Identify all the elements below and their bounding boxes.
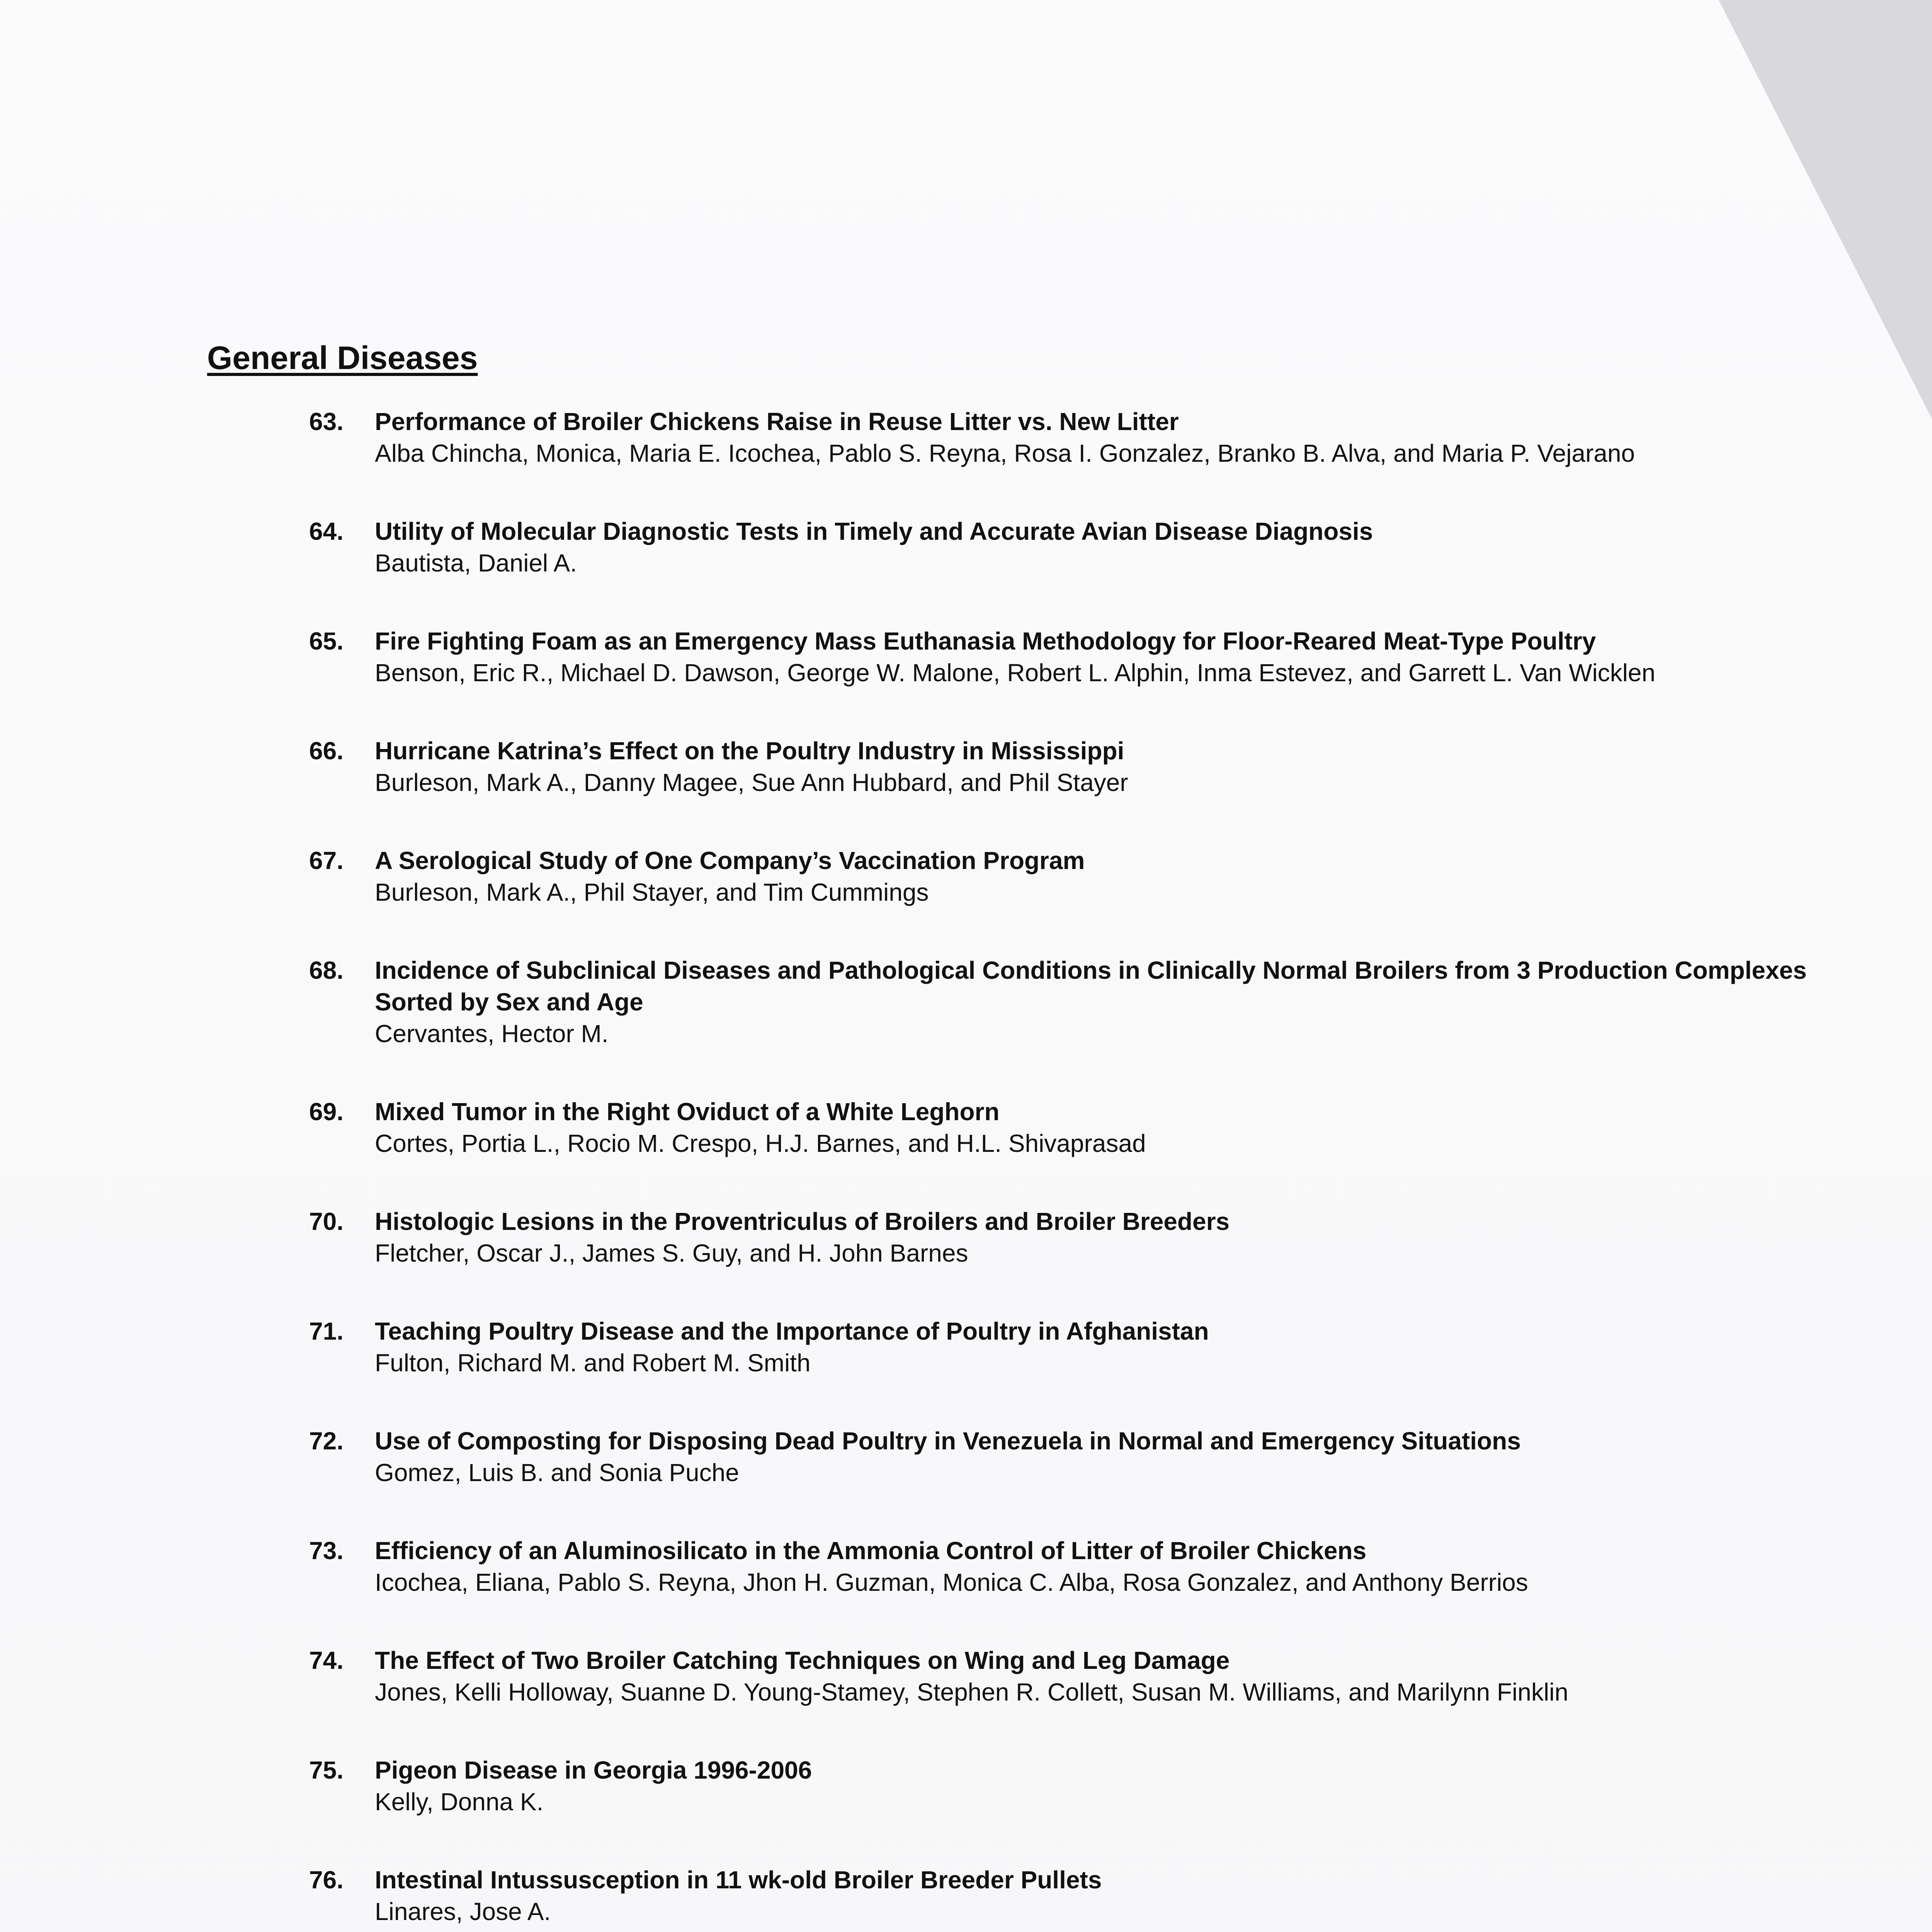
list-item <box>309 406 1816 469</box>
list-item <box>309 845 1816 908</box>
entry-authors: Jones, Kelli Holloway, Suanne D. Young-Stamey, Stephen R. Collett, Susan M. Williams, and Marilynn Finklin <box>375 1678 1568 1706</box>
list-item <box>309 515 1816 579</box>
entry-authors: Cortes, Portia L., Rocio M. Crespo, H.J. Barnes, and H.L. Shivaprasad <box>375 1129 1146 1157</box>
abstract-list <box>309 406 1816 1932</box>
entry-title: Use of Composting for Disposing Dead Poultry in Venezuela in Normal and Emergency Situations <box>375 1427 1521 1455</box>
list-item <box>309 1535 1816 1598</box>
entry-number: 73. <box>309 1537 344 1565</box>
entry-title: Performance of Broiler Chickens Raise in Reuse Litter vs. New Litter <box>375 408 1179 435</box>
list-item <box>309 1645 1816 1708</box>
entry-authors: Gomez, Luis B. and Sonia Puche <box>375 1459 739 1486</box>
entry-title: Hurricane Katrina’s Effect on the Poultry Industry in Mississippi <box>375 737 1124 765</box>
list-item <box>309 1425 1816 1488</box>
entry-authors: Linares, Jose A. <box>375 1898 551 1925</box>
entry-title: Mixed Tumor in the Right Oviduct of a White Leghorn <box>375 1098 1000 1126</box>
entry-title: Intestinal Intussusception in 11 wk-old Broiler Breeder Pullets <box>375 1866 1102 1894</box>
list-item <box>309 625 1816 689</box>
list-item <box>309 1315 1816 1379</box>
entry-authors: Cervantes, Hector M. <box>375 1020 609 1048</box>
entry-authors: Burleson, Mark A., Danny Magee, Sue Ann Hubbard, and Phil Stayer <box>375 769 1128 796</box>
entry-number: 75. <box>309 1756 344 1784</box>
entry-authors: Kelly, Donna K. <box>375 1788 544 1816</box>
entry-authors: Fletcher, Oscar J., James S. Guy, and H. John Barnes <box>375 1239 968 1267</box>
entry-title: Teaching Poultry Disease and the Importance of Poultry in Afghanistan <box>375 1317 1209 1345</box>
entry-number: 63. <box>309 408 344 435</box>
list-item <box>309 1096 1816 1159</box>
entry-number: 71. <box>309 1317 344 1345</box>
entry-number: 72. <box>309 1427 344 1455</box>
entry-title: Incidence of Subclinical Diseases and Pathological Conditions in Clinically Normal Broilers from 3 Production Complexes Sorted by Sex and Age <box>375 956 1807 1016</box>
entry-authors: Alba Chincha, Monica, Maria E. Icochea, Pablo S. Reyna, Rosa I. Gonzalez, Branko B. Alva, and Maria P. Vejarano <box>375 439 1635 467</box>
section-title: General Diseases <box>207 340 478 376</box>
entry-title: The Effect of Two Broiler Catching Techniques on Wing and Leg Damage <box>375 1646 1230 1674</box>
entry-number: 70. <box>309 1208 344 1235</box>
entry-authors: Benson, Eric R., Michael D. Dawson, George W. Malone, Robert L. Alphin, Inma Estevez, and Garrett L. Van Wicklen <box>375 659 1656 687</box>
entry-number: 69. <box>309 1098 344 1126</box>
list-item <box>309 735 1816 798</box>
entry-number: 64. <box>309 517 344 545</box>
entry-authors: Icochea, Eliana, Pablo S. Reyna, Jhon H. Guzman, Monica C. Alba, Rosa Gonzalez, and Anthony Berrios <box>375 1568 1528 1596</box>
list-item <box>309 1754 1816 1818</box>
entry-title: Pigeon Disease in Georgia 1996-2006 <box>375 1756 812 1784</box>
list-item <box>309 1864 1816 1927</box>
entry-number: 68. <box>309 956 344 984</box>
list-item <box>309 954 1816 1049</box>
entry-title: Fire Fighting Foam as an Emergency Mass Euthanasia Methodology for Floor-Reared Meat-Type Poultry <box>375 627 1596 655</box>
entry-authors: Fulton, Richard M. and Robert M. Smith <box>375 1349 811 1377</box>
entry-title: A Serological Study of One Company’s Vaccination Program <box>375 847 1085 874</box>
entry-number: 76. <box>309 1866 344 1894</box>
entry-title: Efficiency of an Aluminosilicato in the Ammonia Control of Litter of Broiler Chickens <box>375 1537 1367 1565</box>
entry-title: Utility of Molecular Diagnostic Tests in Timely and Accurate Avian Disease Diagnosis <box>375 517 1373 545</box>
entry-number: 67. <box>309 847 344 874</box>
list-item <box>309 1206 1816 1269</box>
entry-authors: Burleson, Mark A., Phil Stayer, and Tim Cummings <box>375 878 929 906</box>
entry-number: 74. <box>309 1646 344 1674</box>
entry-title: Histologic Lesions in the Proventriculus of Broilers and Broiler Breeders <box>375 1208 1230 1235</box>
entry-authors: Bautista, Daniel A. <box>375 549 577 577</box>
entry-number: 65. <box>309 627 344 655</box>
entry-number: 66. <box>309 737 344 765</box>
folded-corner <box>1719 0 1932 425</box>
